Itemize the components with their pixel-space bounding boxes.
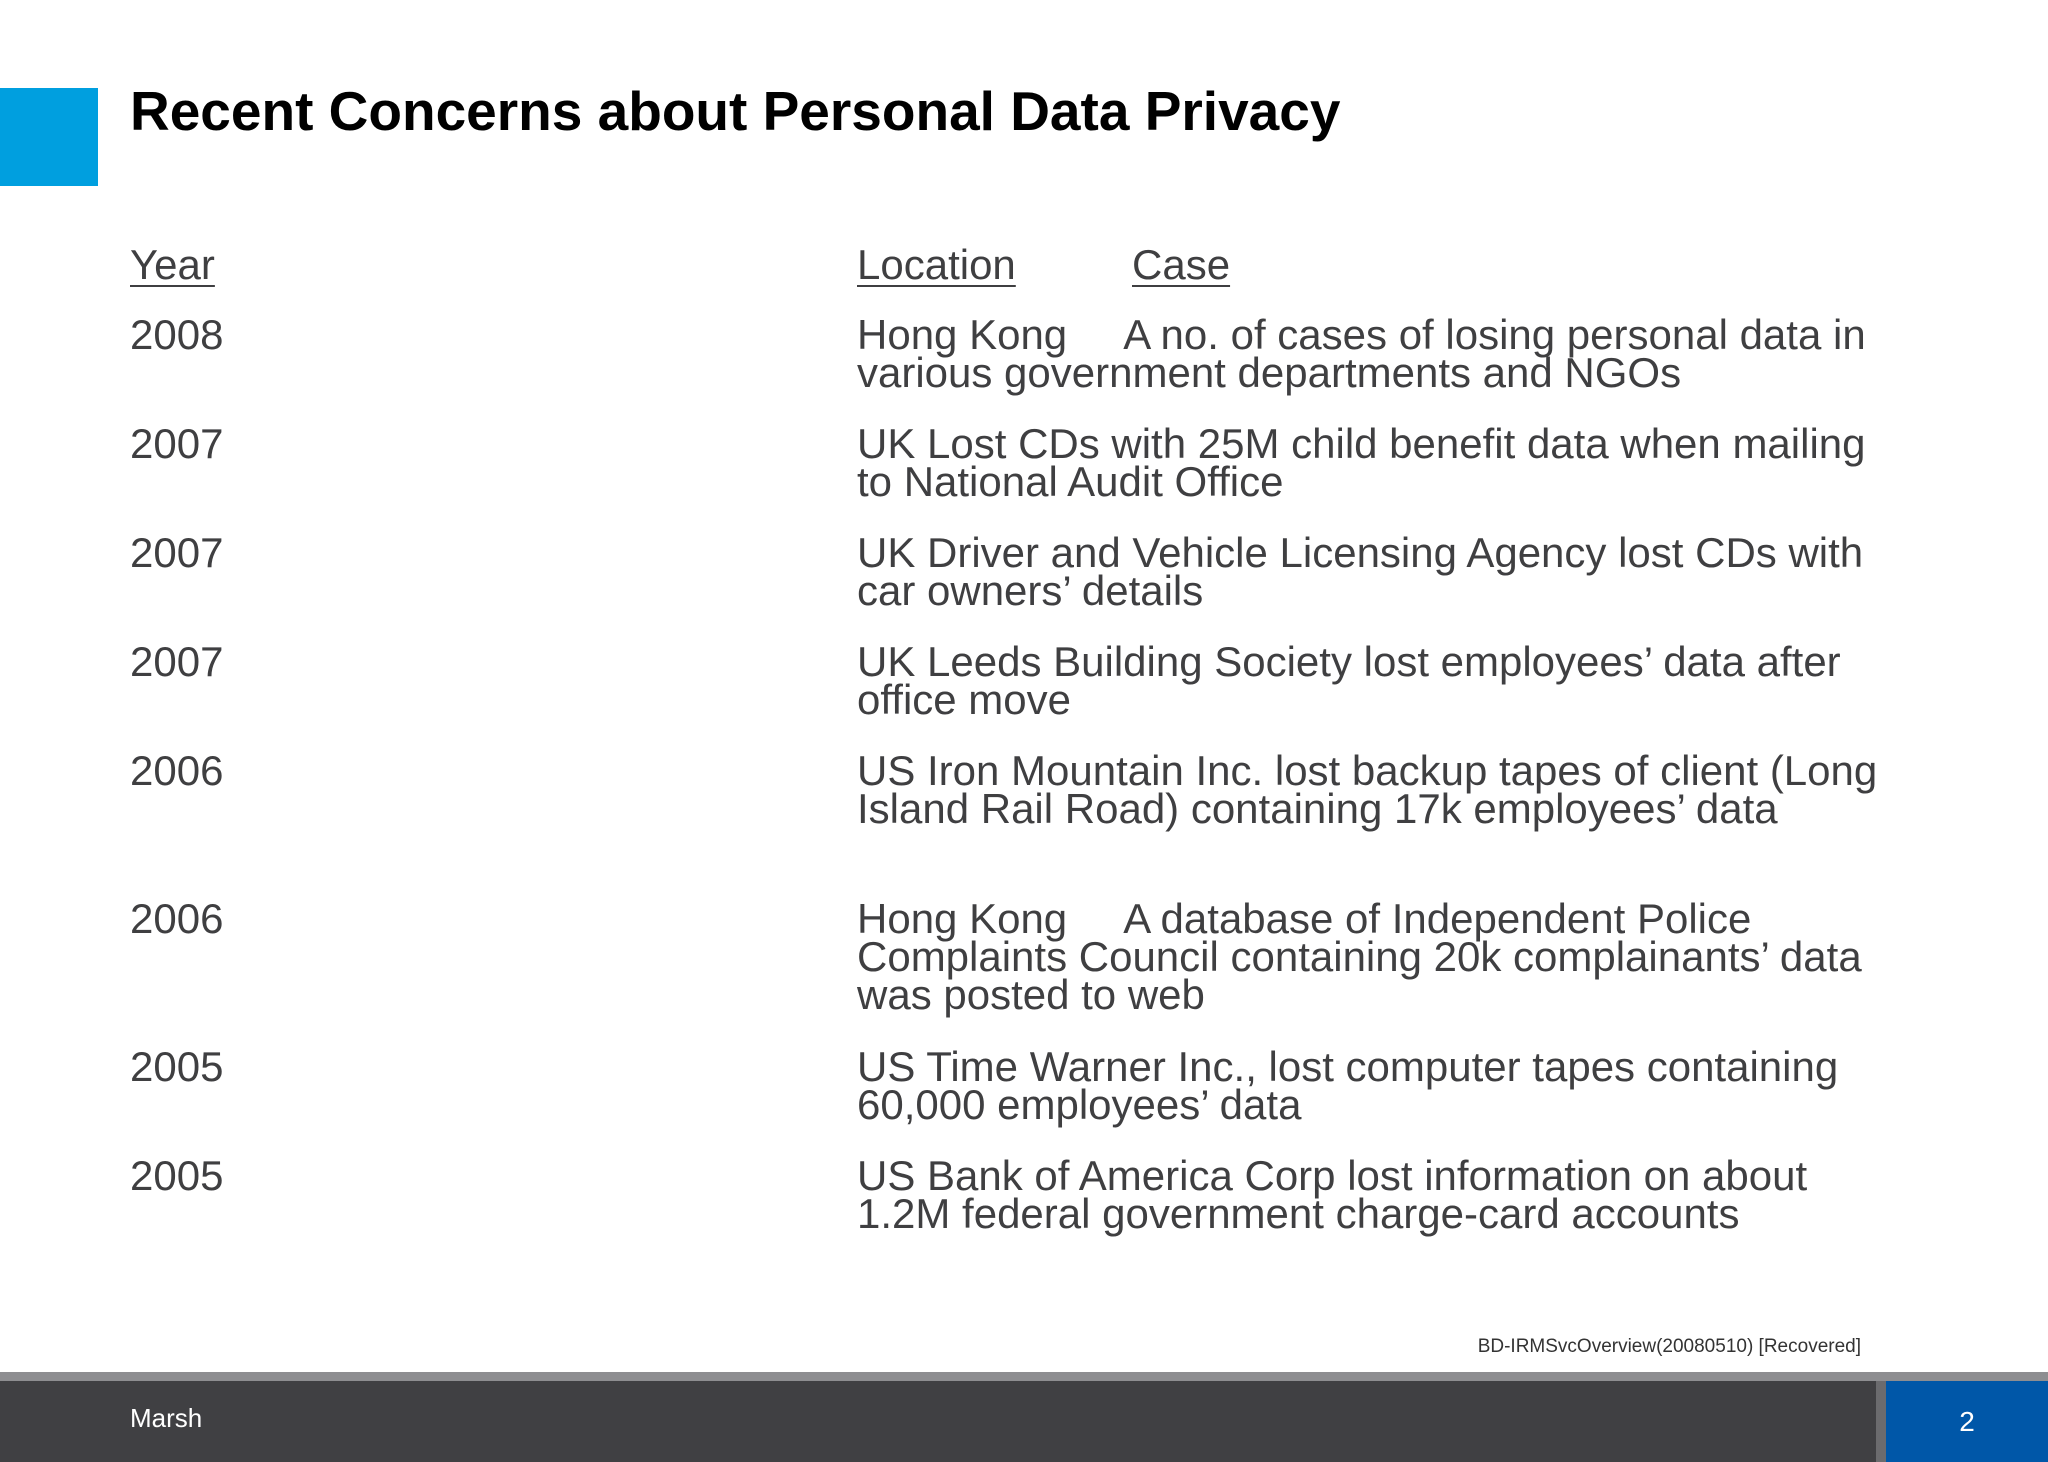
row-case: UK Leeds Building Society lost employees’ data after office move (857, 638, 1853, 723)
row-case: UK Driver and Vehicle Licensing Agency lost CDs with car owners’ details (857, 529, 1875, 614)
slide-title: Recent Concerns about Personal Data Privacy (130, 80, 1341, 142)
footer-bar (0, 1381, 1876, 1462)
row-case: US Time Warner Inc., lost computer tapes containing 60,000 employees’ data (857, 1043, 1850, 1128)
title-accent-square (0, 88, 98, 186)
page-number-box (1886, 1381, 2048, 1462)
row-year: 2006 (130, 895, 224, 942)
row-case: US Iron Mountain Inc. lost backup tapes of client (Long Island Rail Road) containing 17k employees’ data (857, 747, 1889, 832)
document-reference: BD-IRMSvcOverview(20080510) [Recovered] (1477, 1336, 1861, 1357)
footer-brand: Marsh (130, 1403, 203, 1433)
header-year: Year (130, 241, 215, 288)
row-year: 2006 (130, 747, 224, 794)
row-case: Hong Kong A no. of cases of losing personal data in various government departments and NGOs (857, 311, 1878, 396)
footer-separator (1876, 1381, 1886, 1462)
row-year: 2007 (130, 529, 224, 576)
row-year: 2007 (130, 638, 224, 685)
footer-divider (0, 1372, 2048, 1381)
header-case: Case (1132, 241, 1231, 288)
header-location: Location (857, 241, 1016, 288)
row-year: 2005 (130, 1043, 224, 1090)
row-year: 2008 (130, 311, 224, 358)
row-year: 2007 (130, 420, 224, 467)
row-year: 2005 (130, 1152, 224, 1199)
row-case: US Bank of America Corp lost information on about 1.2M federal government charge-card accounts (857, 1152, 1819, 1237)
row-case: Hong Kong A database of Independent Police Complaints Council containing 20k complainants’ data was posted to web (857, 895, 1874, 1018)
row-case: UK Lost CDs with 25M child benefit data when mailing to National Audit Office (857, 420, 1878, 505)
page-number: 2 (1959, 1405, 1975, 1437)
